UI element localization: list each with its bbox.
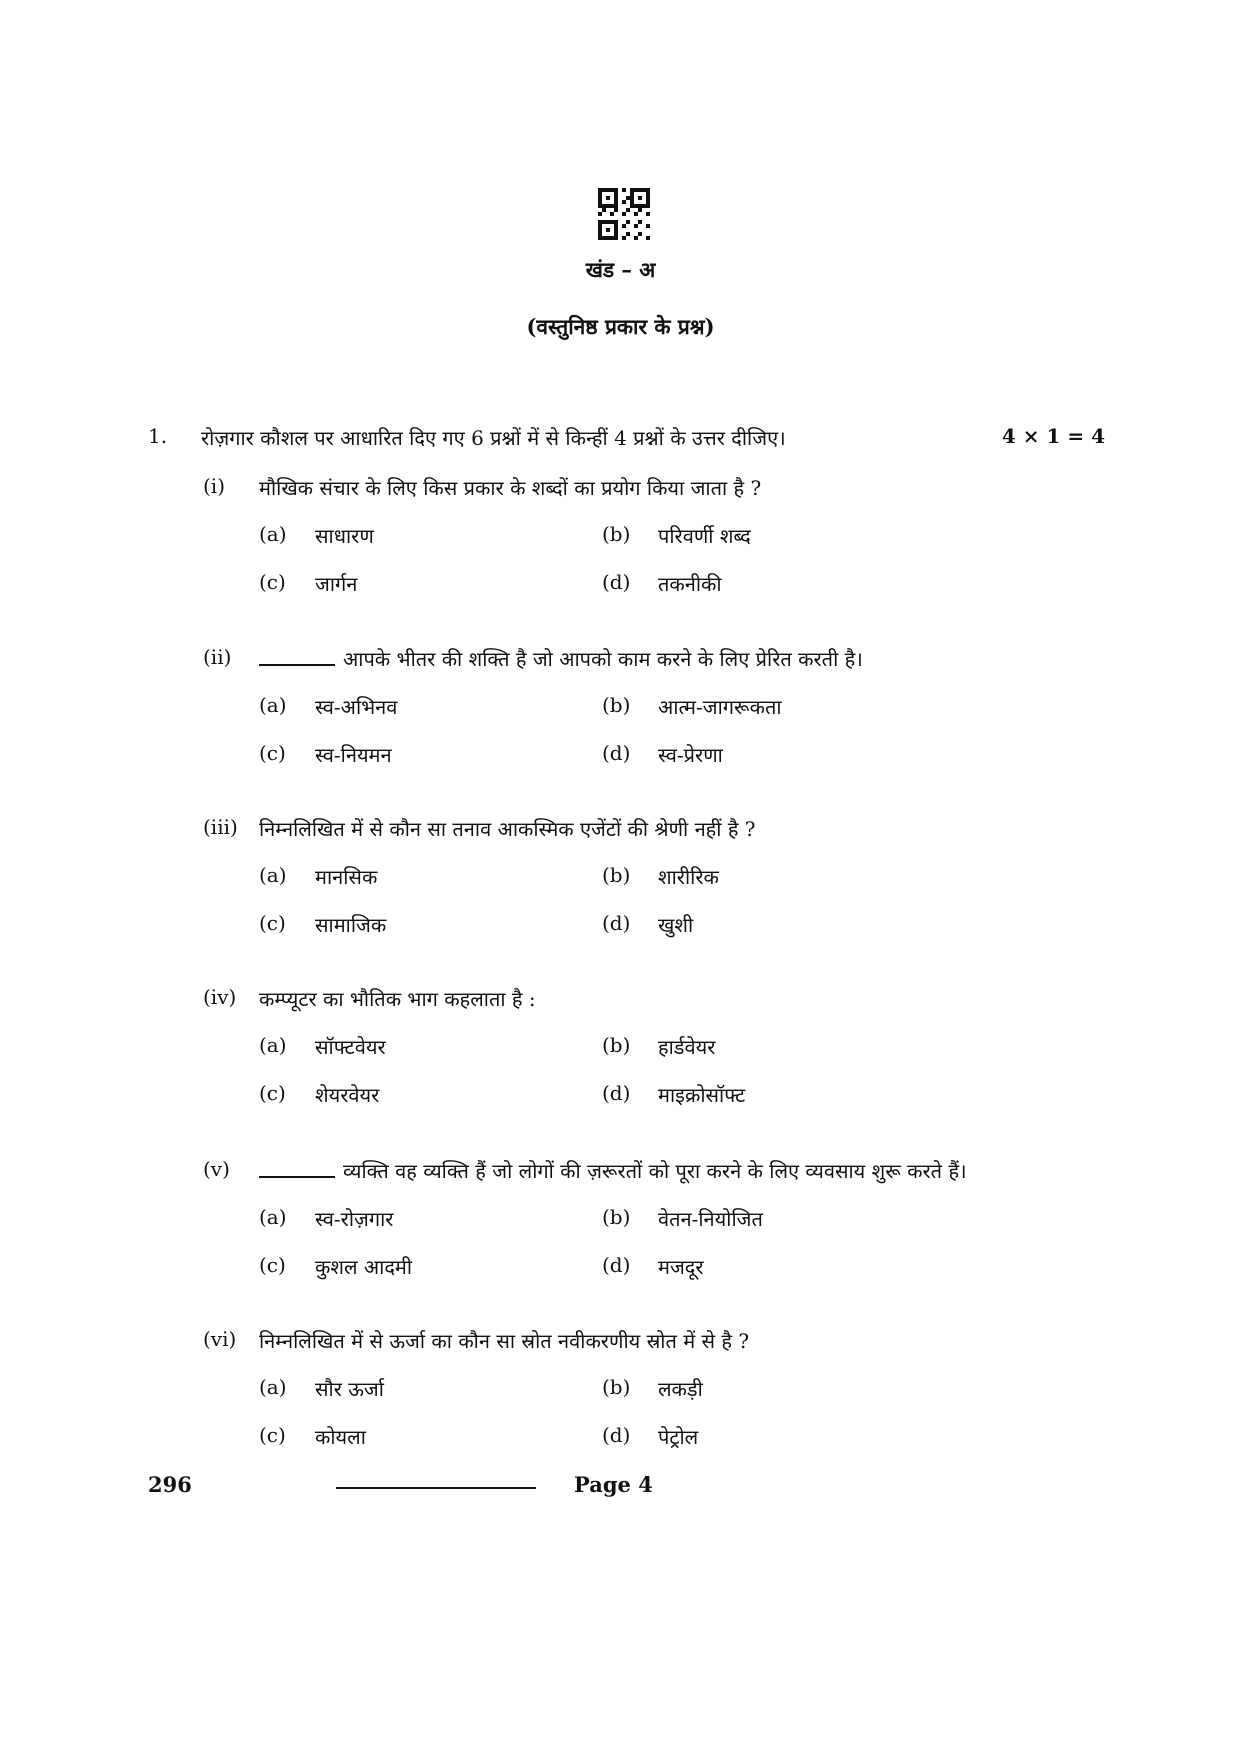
subquestion-number: (ii) (203, 645, 232, 669)
option-b (602, 863, 952, 893)
option-label: (b) (602, 522, 631, 546)
option-c (259, 570, 559, 600)
option-c (259, 911, 559, 941)
section-title: खंड – अ (585, 257, 656, 282)
option-text: मानसिक (315, 865, 378, 889)
option-label: (d) (602, 911, 631, 935)
page-number: Page 4 (574, 1472, 653, 1497)
option-text: स्व-रोज़गार (315, 1207, 394, 1231)
subquestion (0, 645, 1241, 795)
option-a (259, 1375, 559, 1405)
option-text: शेयरवेयर (315, 1083, 380, 1107)
subquestion-stem: निम्नलिखित में से ऊर्जा का कौन सा स्रोत नवीकरणीय स्रोत में से है ? (259, 1329, 750, 1353)
option-c (259, 1081, 559, 1111)
option-label: (b) (602, 863, 631, 887)
option-label: (d) (602, 1423, 631, 1447)
option-label: (b) (602, 1033, 631, 1057)
option-text: परिवर्णी शब्द (658, 524, 751, 548)
option-label: (a) (259, 1375, 287, 1399)
option-label: (c) (259, 1081, 286, 1105)
option-c (259, 1253, 559, 1283)
subquestion-stem: मौखिक संचार के लिए किस प्रकार के शब्दों का प्रयोग किया जाता है ? (259, 476, 762, 500)
option-d (602, 741, 952, 771)
subquestion-stem: आपके भीतर की शक्ति है जो आपको काम करने के लिए प्रेरित करती है। (343, 647, 863, 671)
subquestion-number: (vi) (203, 1327, 237, 1351)
option-text: कोयला (315, 1425, 366, 1449)
subquestion-number: (iv) (203, 985, 237, 1009)
section-subtitle: (वस्तुनिष्ठ प्रकार के प्रश्न) (526, 314, 715, 339)
option-label: (d) (602, 741, 631, 765)
question-header (0, 424, 1241, 464)
question-number: 1. (148, 424, 168, 448)
option-text: जार्गन (315, 572, 358, 596)
option-d (602, 1253, 952, 1283)
subquestion-number: (i) (203, 474, 226, 498)
option-b (602, 693, 952, 723)
footer-divider (336, 1487, 536, 1489)
subquestion (0, 815, 1241, 965)
option-d (602, 1423, 952, 1453)
fill-blank (259, 648, 335, 666)
option-label: (a) (259, 522, 287, 546)
question-marks: 4 × 1 = 4 (1001, 424, 1105, 448)
subquestion (0, 1327, 1241, 1477)
subquestion-stem: निम्नलिखित में से कौन सा तनाव आकस्मिक एजेंटों की श्रेणी नहीं है ? (259, 817, 756, 841)
fill-blank (259, 1160, 335, 1178)
option-label: (a) (259, 693, 287, 717)
option-text: स्व-अभिनव (315, 695, 398, 719)
option-b (602, 1205, 952, 1235)
option-d (602, 1081, 952, 1111)
option-a (259, 693, 559, 723)
subquestion-stem-wrap (259, 1157, 967, 1184)
subquestion-number: (v) (203, 1157, 230, 1181)
option-b (602, 1033, 952, 1063)
option-text: पेट्रोल (658, 1425, 699, 1449)
option-text: लकड़ी (658, 1377, 703, 1401)
option-label: (c) (259, 1253, 286, 1277)
option-label: (c) (259, 1423, 286, 1447)
question-instruction: रोज़गार कौशल पर आधारित दिए गए 6 प्रश्नों में से किन्हीं 4 प्रश्नों के उत्तर दीजिए। (201, 426, 786, 450)
option-text: माइक्रोसॉफ्ट (658, 1083, 746, 1107)
page-footer (0, 1472, 1241, 1512)
option-label: (d) (602, 1081, 631, 1105)
option-text: सौर ऊर्जा (315, 1377, 384, 1401)
option-a (259, 863, 559, 893)
option-label: (d) (602, 1253, 631, 1277)
option-label: (b) (602, 1205, 631, 1229)
option-d (602, 911, 952, 941)
option-d (602, 570, 952, 600)
subquestion-stem-wrap (259, 645, 863, 672)
option-text: साधारण (315, 524, 374, 548)
subquestion (0, 985, 1241, 1135)
option-text: कुशल आदमी (315, 1255, 413, 1279)
option-text: तकनीकी (658, 572, 722, 596)
option-text: वेतन-नियोजित (658, 1207, 763, 1231)
option-text: मजदूर (658, 1255, 704, 1279)
subquestion (0, 474, 1241, 624)
option-label: (a) (259, 1205, 287, 1229)
option-text: खुशी (658, 913, 694, 937)
option-text: सामाजिक (315, 913, 387, 937)
option-label: (b) (602, 1375, 631, 1399)
subquestion-stem: कम्प्यूटर का भौतिक भाग कहलाता है : (259, 987, 536, 1011)
option-text: स्व-प्रेरणा (658, 743, 723, 767)
qr-code-icon (598, 188, 650, 240)
option-b (602, 1375, 952, 1405)
option-b (602, 522, 952, 552)
option-c (259, 1423, 559, 1453)
option-label: (b) (602, 693, 631, 717)
option-label: (d) (602, 570, 631, 594)
paper-code: 296 (148, 1472, 192, 1497)
option-a (259, 1033, 559, 1063)
subquestion-number: (iii) (203, 815, 238, 839)
option-label: (c) (259, 570, 286, 594)
option-label: (a) (259, 863, 287, 887)
subquestion (0, 1157, 1241, 1307)
option-label: (a) (259, 1033, 287, 1057)
option-label: (c) (259, 911, 286, 935)
option-text: शारीरिक (658, 865, 719, 889)
option-a (259, 1205, 559, 1235)
option-c (259, 741, 559, 771)
option-label: (c) (259, 741, 286, 765)
option-a (259, 522, 559, 552)
option-text: स्व-नियमन (315, 743, 392, 767)
option-text: हार्डवेयर (658, 1035, 716, 1059)
option-text: सॉफ्टवेयर (315, 1035, 386, 1059)
subquestion-stem: व्यक्ति वह व्यक्ति हैं जो लोगों की ज़रूरतों को पूरा करने के लिए व्यवसाय शुरू करते हैं। (343, 1159, 967, 1183)
option-text: आत्म-जागरूकता (658, 695, 782, 719)
